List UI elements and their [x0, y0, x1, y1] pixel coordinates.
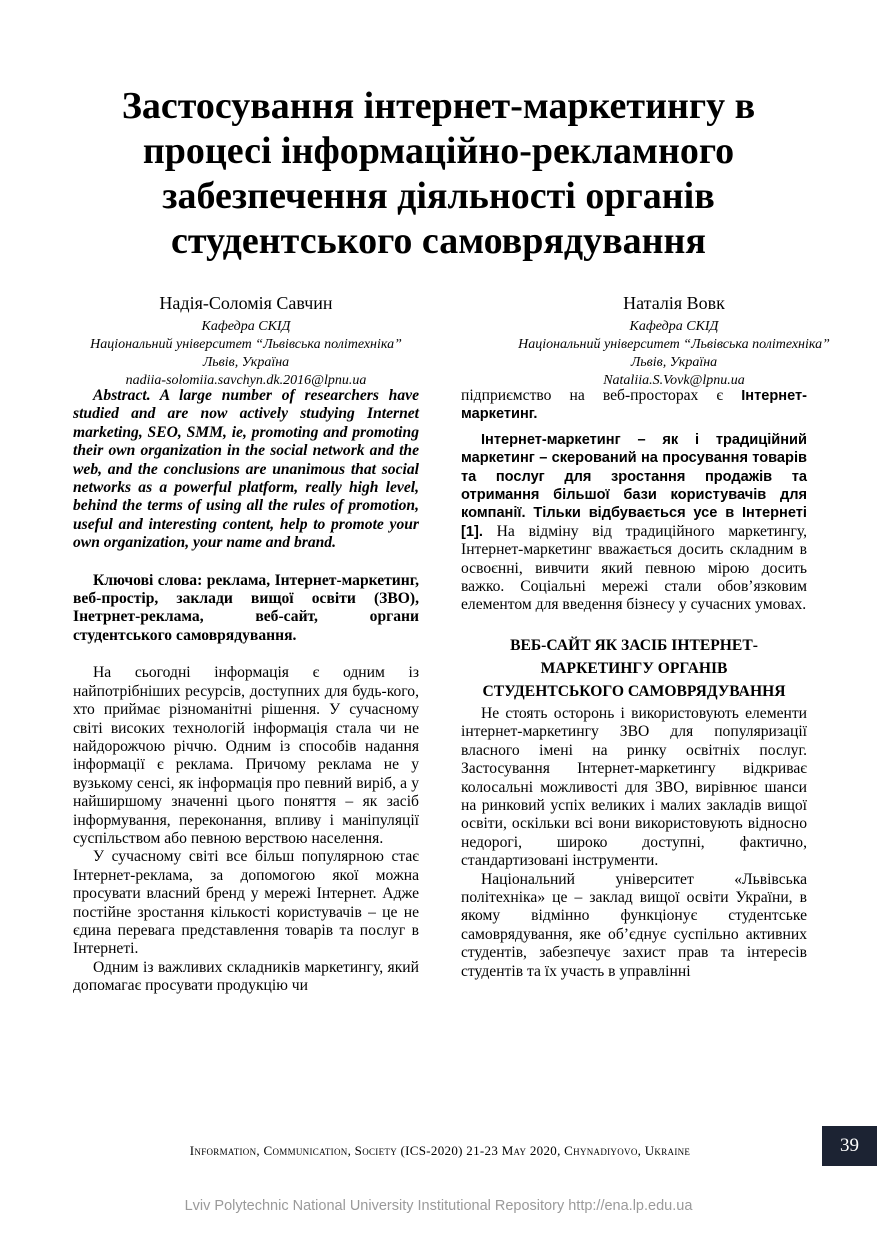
repository-footer[interactable]: Lviv Polytechnic National University Institutional Repository http://ena.lp.edu.ua: [184, 1198, 693, 1214]
author-department: Кафедра СКІД: [201, 319, 291, 334]
body-paragraph: Національний університет «Львівська політехніка» це – заклад вищої освіти України, в якому відмінно функціонує студентське самоврядування, яке об’єднує суспільно активних студентів, забезпечує захист прав та інтересів студентів та їх участь в управлінні: [461, 870, 807, 980]
body-paragraph: Не стоять осторонь і використовують елементи інтернет-маркетингу ЗВО для популяризації власного імені на ринку освітніх послуг. Застосування Інтернет-маркетингу відкриває колосальні можливості для ЗВО, вирівнює шанси на ринковий успіх великих і малих закладів вищої освіти, оскільки всі вони використовують відносно недорогі, широко доступні, фактично, стандартизовані інструменти.: [461, 704, 807, 870]
author-email[interactable]: Nataliia.S.Vovk@lpnu.ua: [603, 373, 745, 388]
keywords: Ключові слова: реклама, Інтернет-маркетинг, веб-простір, заклади вищої освіти (ЗВО), Інетрнет-реклама, веб-сайт, органи студентського самоврядування.: [73, 571, 419, 644]
author-name: Надія-Соломія Савчин: [159, 293, 333, 313]
conference-footer: Information, Communication, Society (ICS-2020) 21-23 May 2020, Chynadiyovo, Ukraine: [189, 1143, 691, 1158]
page-number: 39: [822, 1126, 877, 1166]
title-line-1: Застосування інтернет-маркетингу в: [121, 85, 756, 127]
abstract: Abstract. A large number of researchers have studied and are now actively studying Internet marketing, SEO, SMM, ie, promoting and promoting their own organization in the social network and the web, and the conclusions are unanimous that social networks as a powerful platform, really high level, behind the terms of using all the rules of promotion, useful and interesting content, help to promote your own organization, your name and brand.: [73, 387, 419, 552]
body-paragraph: На сьогодні інформація є одним із найпотрібніших ресурсів, доступних для будь-кого, хто приймає різноманітні рішення. У сучасному світі високих технологій інформація стала чи не найдорожчою річчю. Одним із способів надання інформації є реклама. Причому реклама не у вузькому сенсі, як інформація про певний виріб, а у найширшому значенні цього поняття – як засіб інформування, переконання, впливу і маніпуляції суспільством або певною верствою населення.: [73, 664, 419, 847]
paragraph-text: підприємство на веб-просторах є: [461, 387, 724, 404]
heading-line-3: СТУДЕНТСЬКОГО САМОВРЯДУВАННЯ: [482, 682, 786, 700]
bold-term: Інтернет-маркетинг.: [461, 388, 807, 423]
title-line-3: забезпечення діяльності органів: [162, 175, 715, 217]
paper-title: [80, 84, 797, 264]
body-paragraph: [461, 431, 807, 615]
body-paragraph: Одним із важливих складників маркетингу, який допомагає просувати продукцію чи: [73, 958, 419, 995]
body-paragraph: [461, 387, 807, 424]
paragraph-text: На відміну від традиційного маркетингу, Інтернет-маркетинг вважається досить складним в освоєнні, вивчити який певною мірою досить важко. Соціальні мережі стали обов’язковим елементом для введення бізнесу у сучасних умовах.: [461, 522, 807, 614]
heading-line-1: ВЕБ-САЙТ ЯК ЗАСІБ ІНТЕРНЕТ-: [510, 636, 758, 654]
author-university: Національний університет “Львівська політехніка”: [518, 337, 830, 352]
author-email[interactable]: nadiia-solomiia.savchyn.dk.2016@lpnu.ua: [125, 373, 367, 388]
right-column: [461, 387, 807, 981]
title-line-4: студентського самоврядування: [171, 220, 706, 262]
left-column: [73, 387, 419, 996]
body-paragraph: У сучасному світі все більш популярною стає Інтернет-реклама, за допомогою якої можна просувати власний бренд у мережі Інтернет. Адже постійне зростання кількості користувачів – це не єдина перевага представлення товарів та послуг в Інтернеті.: [73, 848, 419, 958]
heading-line-2: МАРКЕТИНГУ ОРГАНІВ: [540, 659, 728, 677]
author-city: Львів, Україна: [630, 355, 718, 370]
author-university: Національний університет “Львівська політехніка”: [90, 337, 402, 352]
author-name: Наталія Вовк: [623, 293, 725, 313]
author-block-1: [46, 292, 446, 390]
section-heading: [461, 634, 807, 703]
title-line-2: процесі інформаційно-рекламного: [142, 130, 735, 172]
author-city: Львів, Україна: [202, 355, 290, 370]
author-department: Кафедра СКІД: [629, 319, 719, 334]
bold-definition: Інтернет-маркетинг – як і традиційний маркетинг – скерований на просування товарів та послуг для зростання продажів та отримання більшої бази користувачів для компанії. Тільки відбувається усе в Інтернеті [1].: [461, 431, 807, 540]
author-block-2: [474, 292, 874, 390]
